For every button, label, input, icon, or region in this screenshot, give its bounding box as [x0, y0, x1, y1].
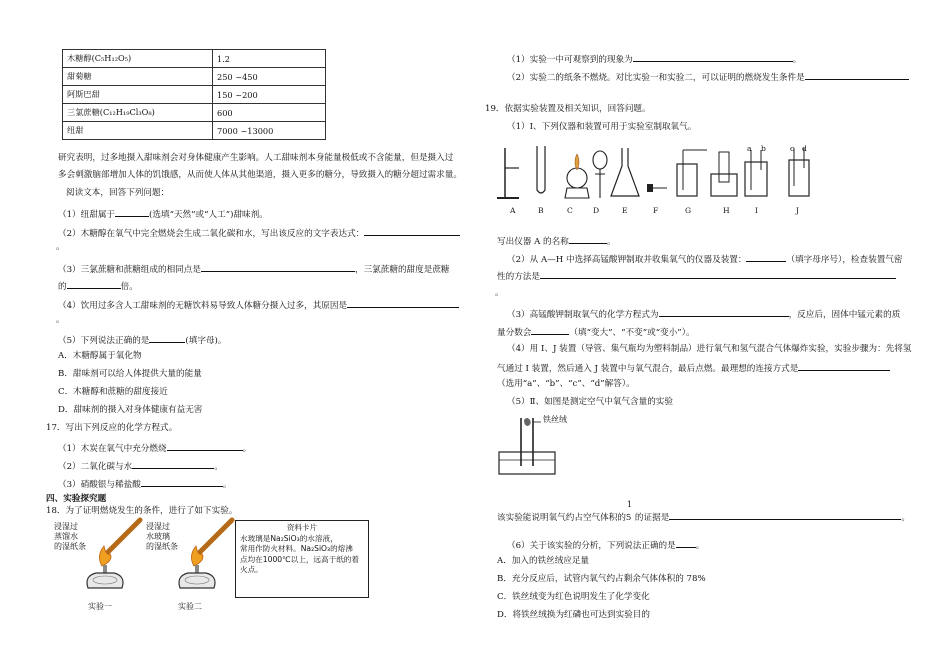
text: 气通过 I 装置，然后通入 J 装置中与氧气混合，最后点燃。最理想的连接方式是	[497, 364, 799, 374]
part-3-cont	[497, 325, 695, 339]
port-label: d	[802, 144, 807, 153]
apparatus-label: H	[723, 206, 730, 215]
answer-blank[interactable]	[746, 252, 786, 262]
answer-blank[interactable]	[805, 70, 909, 80]
text: 性的方法是	[497, 272, 540, 282]
answer-blank[interactable]	[141, 477, 223, 487]
text: （4）饮用过多含人工甜味剂的无糖饮料易导致人体糖分摄入过多，其原因是	[58, 301, 348, 311]
part-5: （5）Ⅱ、如图是测定空气中氧气含量的实验	[507, 397, 673, 407]
question-17-2	[58, 459, 223, 473]
question-18: 18．为了证明燃烧发生的条件，进行了如下实验。	[46, 506, 238, 516]
exp-question-2	[507, 70, 909, 84]
part-3	[507, 307, 900, 321]
part-1-answer	[497, 234, 615, 248]
exp1-caption: 实验一	[88, 602, 112, 611]
text: 的湿纸条	[54, 542, 86, 551]
text: 的证据是	[634, 513, 670, 523]
section-heading: 四、实验探究题	[46, 494, 107, 504]
table-cell: 7000 ~13000	[213, 122, 326, 140]
text: （5）下列说法正确的是	[58, 336, 150, 346]
answer-blank[interactable]	[659, 307, 789, 317]
question-5	[58, 333, 227, 347]
text: 浸湿过	[54, 522, 78, 531]
table-row	[63, 86, 326, 104]
period: 。	[56, 315, 65, 325]
text: ，反应后，固体中锰元素的质	[788, 310, 901, 320]
part-4-cont	[497, 361, 890, 375]
text: 。	[242, 444, 252, 454]
apparatus-label: I	[755, 206, 758, 215]
table-cell: 纽甜	[63, 122, 213, 140]
table-cell: 600	[213, 104, 326, 122]
text: 。	[606, 237, 616, 247]
question-17-3	[58, 477, 231, 491]
apparatus-label: F	[653, 206, 659, 215]
option-a[interactable]: A．加入的铁丝绒应足量	[497, 556, 590, 566]
exp2-caption: 实验二	[178, 602, 202, 611]
option-c[interactable]: C．铁丝绒变为红色说明发生了化学变化	[497, 592, 650, 602]
answer-blank[interactable]	[167, 441, 243, 451]
question-17: 17．写出下列反应的化学方程式。	[46, 423, 178, 433]
text: （填“变大”、“不变”或“变小”）。	[569, 328, 695, 338]
table-row	[63, 122, 326, 140]
table-cell: 阿斯巴甜	[63, 86, 213, 104]
instruction: 阅读文本，回答下列问题：	[66, 188, 170, 198]
fraction-denominator: 5	[625, 513, 632, 523]
exp-question-1	[507, 52, 801, 66]
answer-blank[interactable]	[67, 279, 121, 289]
apparatus-label: G	[685, 206, 692, 215]
text: 水玻璃	[146, 532, 170, 541]
port-label: a	[747, 144, 752, 153]
table-row	[63, 68, 326, 86]
lab-apparatus-diagram	[497, 140, 817, 210]
part-4: （4）用 I、J 装置（导管、集气瓶均为塑料制品）进行氧气和氢气混合气体爆炸实验，实验步骤为：先将氢	[507, 344, 912, 354]
option-d[interactable]: D．将铁丝绒换为红磷也可达到实验目的	[497, 610, 650, 620]
table-cell: 1.2	[213, 50, 326, 68]
card-line: 常用作防火材料。Na₂SiO₃的熔沸	[240, 544, 353, 553]
answer-blank[interactable]	[676, 538, 696, 548]
table-cell: 150 ~200	[213, 86, 326, 104]
question-2	[58, 226, 460, 240]
answer-blank[interactable]	[149, 333, 185, 343]
table-cell: 甜菊糖	[63, 68, 213, 86]
apparatus-label: A	[510, 206, 516, 215]
text: 。	[792, 55, 802, 65]
text: （1）纽甜属于	[58, 210, 116, 220]
period: 。	[495, 288, 504, 298]
text: （1）木炭在氧气中充分燃烧	[58, 444, 167, 454]
table-cell: 木糖醇(C₅H₁₂O₅)	[63, 50, 213, 68]
answer-blank[interactable]	[132, 459, 214, 469]
table-row	[63, 50, 326, 68]
question-4	[58, 298, 459, 312]
text: (填字母)。	[185, 336, 227, 346]
part-2-cont	[497, 269, 896, 283]
text: （2）木糖醇在氧气中完全燃烧会生成二氧化碳和水，写出该反应的文字表达式：	[58, 229, 365, 239]
text: （2）实验二的纸条不燃烧。对比实验一和实验二，可以证明的燃烧发生条件是	[507, 73, 805, 83]
text: （3）三氯蔗糖和蔗糖组成的相同点是	[58, 265, 201, 275]
text: 。	[222, 480, 232, 490]
text: （2）从 A—H 中选择高锰酸钾制取并收集氧气的仪器及装置：	[507, 255, 747, 265]
question-19: 19．依据实验装置及相关知识，回答问题。	[485, 104, 651, 114]
answer-blank[interactable]	[115, 207, 149, 217]
iron-wool-label: 铁丝绒	[543, 415, 567, 424]
text: 。	[695, 541, 705, 551]
passage-line: 研究表明，过多地摄入甜味剂会对身体健康产生影响。人工甜味剂本身能量极低或不含能量，但是摄入过	[58, 153, 454, 163]
answer-blank[interactable]	[798, 361, 890, 371]
apparatus-label: E	[622, 206, 628, 215]
text: （3）高锰酸钾制取氧气的化学方程式为	[507, 310, 659, 320]
option-d[interactable]: D．甜味剂的摄入对身体健康有益无害	[58, 405, 203, 415]
text: ，三氯蔗糖的甜度是蔗糖	[354, 265, 450, 275]
text: 写出仪器 A 的名称	[497, 237, 569, 247]
text: （3）硝酸银与稀盐酸	[58, 480, 141, 490]
part-2	[507, 252, 903, 266]
part-1: （1）Ⅰ、下列仪器和装置可用于实验室制取氧气。	[507, 122, 697, 132]
part-5-question	[497, 500, 910, 524]
text: 量分数会	[497, 328, 532, 338]
answer-blank[interactable]	[364, 226, 460, 236]
part-6	[507, 538, 704, 552]
question-1	[58, 207, 268, 221]
card-line: 点均在1000℃以上，远高于纸的着	[240, 554, 359, 564]
info-card	[235, 520, 369, 598]
table-cell: 三氯蔗糖(C₁₂H₁₉Cl₃O₈)	[63, 104, 213, 122]
answer-blank[interactable]	[540, 269, 896, 279]
text: 。	[214, 462, 223, 472]
answer-blank[interactable]	[347, 298, 459, 308]
text: 蒸馏水	[54, 532, 78, 541]
sweetener-table	[62, 49, 326, 140]
text: （填字母序号），检查装置气密	[786, 255, 903, 265]
part-4-note: （选用“a”、“b”、“c”、“d”解答）。	[497, 379, 635, 389]
answer-blank[interactable]	[669, 510, 901, 520]
text: 的	[58, 282, 67, 292]
answer-blank[interactable]	[569, 234, 607, 244]
table-row	[63, 104, 326, 122]
table-cell: 250 ~450	[213, 68, 326, 86]
text: (选填“天然”或“人工”)甜味剂。	[149, 210, 268, 220]
apparatus-label: C	[567, 206, 573, 215]
option-c[interactable]: C．木糖醇和蔗糖的甜度接近	[58, 387, 168, 397]
fraction-one-fifth	[625, 500, 635, 524]
question-3	[58, 262, 450, 276]
alcohol-lamp-diagram-1	[78, 518, 158, 608]
port-label: c	[790, 144, 795, 153]
text: 倍。	[120, 282, 138, 292]
question-17-1	[58, 441, 251, 455]
apparatus-label: D	[593, 206, 600, 215]
period: 。	[56, 242, 65, 252]
answer-blank[interactable]	[201, 262, 355, 272]
text: 。	[901, 513, 910, 523]
passage-line: 多会刺激脑部增加人体的饥饿感，从而使人体从其他渠道，摄入更多的糖分，导致摄入的糖分超过需求量。	[58, 170, 462, 180]
question-3-cont	[58, 279, 138, 293]
apparatus-label: B	[538, 206, 544, 215]
text: （6）关于该实验的分析，下列说法正确的是	[507, 541, 676, 551]
text: 浸湿过	[146, 522, 170, 531]
text: 的湿纸条	[146, 542, 178, 551]
text: （2）二氧化碳与水	[58, 462, 133, 472]
answer-blank[interactable]	[531, 325, 569, 335]
text: 该实验能说明氧气约占空气体积的	[497, 513, 626, 523]
option-b[interactable]: B．充分反应后，试管内氧气约占剩余气体体积的 78%	[497, 574, 706, 584]
apparatus-label: J	[796, 206, 800, 215]
fraction-numerator: 1	[626, 500, 633, 509]
answer-blank[interactable]	[633, 52, 793, 62]
card-line: 水玻璃是Na₂SiO₃的水溶液，	[240, 533, 338, 543]
option-a[interactable]: A．木糖醇属于氧化物	[58, 351, 142, 361]
text: （1）实验一中可观察到的现象为	[507, 55, 633, 65]
port-label: b	[761, 144, 766, 153]
card-line: 火点。	[240, 565, 263, 574]
card-title: 资料卡片	[286, 523, 318, 532]
option-b[interactable]: B．甜味剂可以给人体提供大量的能量	[58, 369, 202, 379]
